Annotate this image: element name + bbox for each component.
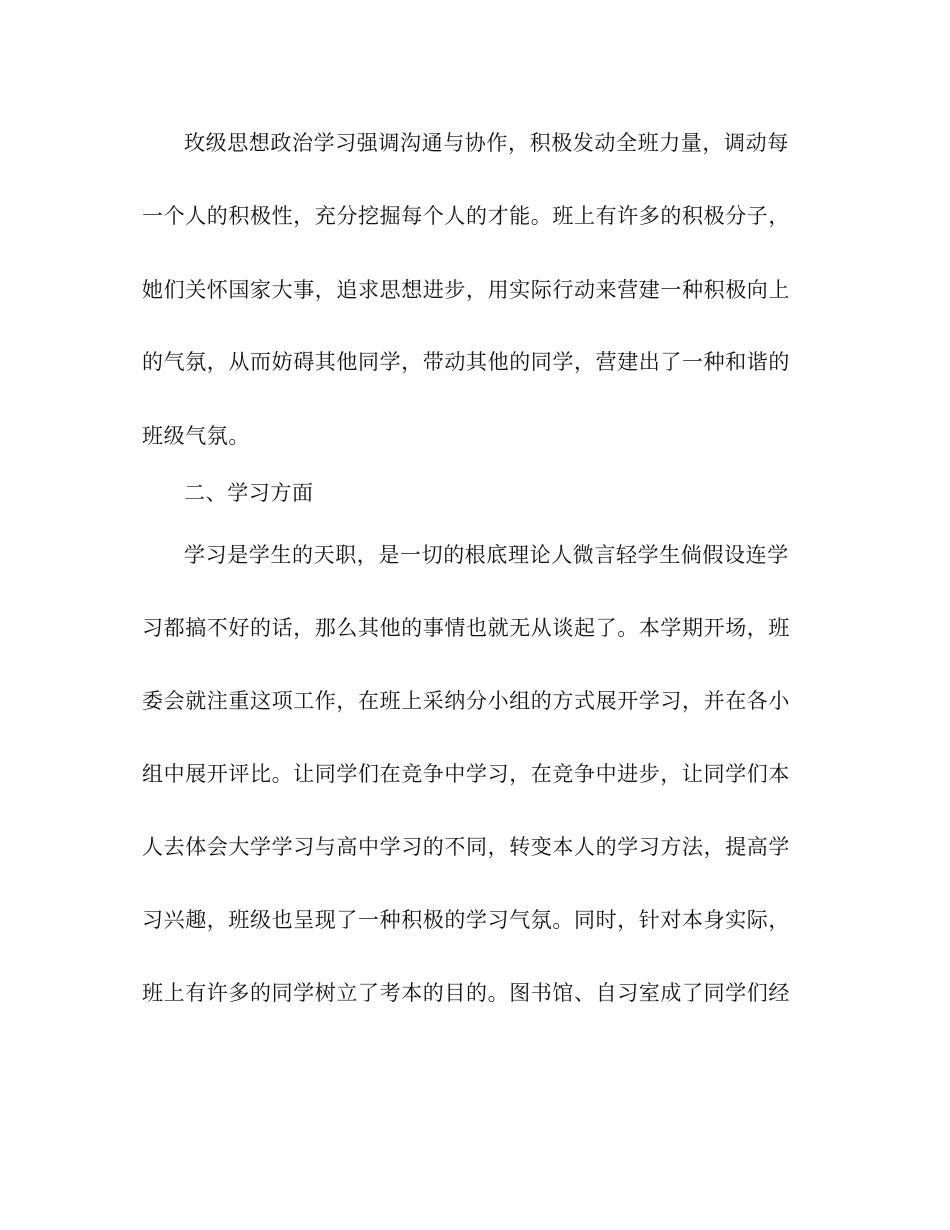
paragraph-line-2: 一个人的积极性，充分挖掘每个人的才能。班上有许多的积极分子，	[142, 204, 790, 228]
paragraph-line-10: 组中展开评比。让同学们在竞争中学习，在竞争中进步，让同学们本	[142, 762, 790, 786]
paragraph-line-3: 她们关怀国家大事，追求思想进步，用实际行动来营建一种积极向上	[142, 278, 790, 302]
paragraph-line-5: 班级气氛。	[142, 424, 250, 448]
section-heading: 二、学习方面	[184, 481, 314, 505]
paragraph-line-12: 习兴趣，班级也呈现了一种积极的学习气氛。同时，针对本身实际，	[142, 908, 790, 932]
paragraph-line-1: 玫级思想政治学习强调沟通与协作，积极发动全班力量，调动每	[184, 131, 789, 155]
paragraph-line-11: 人去体会大学学习与高中学习的不同，转变本人的学习方法，提高学	[142, 835, 790, 859]
paragraph-line-9: 委会就注重这项工作，在班上采纳分小组的方式展开学习，并在各小	[142, 689, 790, 713]
paragraph-line-4: 的气氛，从而妨碍其他同学，带动其他的同学，营建出了一种和谐的	[142, 350, 790, 374]
paragraph-line-7: 学习是学生的天职，是一切的根底理论人微言轻学生倘假设连学	[184, 543, 789, 567]
paragraph-line-8: 习都搞不好的话，那么其他的事情也就无从谈起了。本学期开场，班	[142, 616, 790, 640]
paragraph-line-13: 班上有许多的同学树立了考本的目的。图书馆、自习室成了同学们经	[142, 981, 790, 1005]
